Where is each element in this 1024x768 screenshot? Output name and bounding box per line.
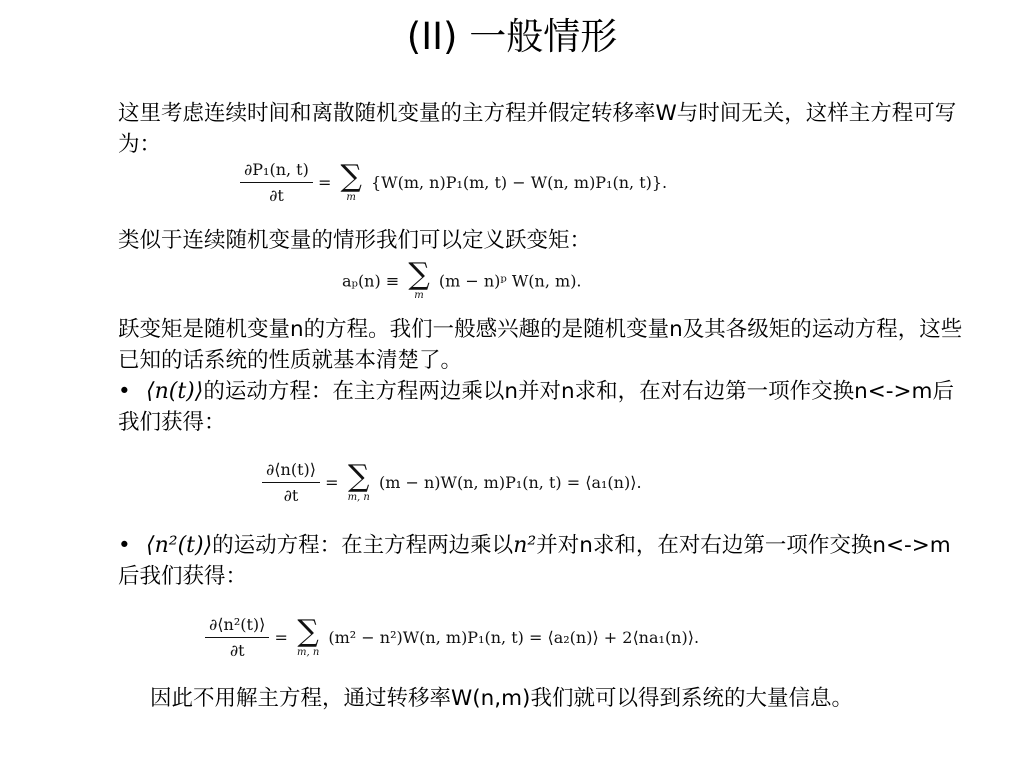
first-moment-equals: = <box>325 473 339 492</box>
jump-moment-lhs: aₚ(n) ≡ <box>342 271 400 291</box>
second-moment-equals: = <box>274 628 288 647</box>
first-moment-sum: ∑ m, n <box>347 458 370 503</box>
jump-moment-rhs: (m − n)ᵖ W(n, m). <box>438 271 582 291</box>
second-moment-sum-index: m, n <box>296 646 320 658</box>
bullet-marker: • <box>118 379 131 404</box>
second-moment-numerator: ∂⟨n²(t)⟩ <box>205 615 269 638</box>
jump-moment-sum: ∑ m <box>408 257 430 301</box>
master-rhs: {W(m, n)P₁(m, t) − W(n, m)P₁(n, t)}. <box>370 173 668 192</box>
jump-moment-equation <box>342 257 582 302</box>
second-moment-sum: ∑ m, n <box>296 613 320 658</box>
bullet-first-moment <box>118 376 968 438</box>
conclusion-paragraph: 因此不用解主方程，通过转移率W(n,m)我们就可以得到系统的大量信息。 <box>150 686 853 711</box>
jump-moment-sum-index: m <box>414 290 424 301</box>
master-equation <box>240 160 667 205</box>
slide-title: (II) 一般情形 <box>406 15 618 58</box>
bullet-first-text: 的运动方程：在主方程两边乘以n并对n求和，在对右边第一项作交换n<->m后我们获得： <box>118 379 954 435</box>
master-sum-index: m <box>346 191 356 203</box>
bullet-second-text-b: 并对n求和，在对右边第一项作交换n<->m后我们获得： <box>118 533 951 589</box>
master-sum: ∑ m <box>340 158 362 203</box>
jump-note-paragraph: 跃变矩是随机变量n的方程。我们一般感兴趣的是随机变量n及其各级矩的运动方程，这些已知的话系统的性质就基本清楚了。 <box>118 317 963 373</box>
n-squared-symbol: n² <box>513 533 537 558</box>
jump-intro-paragraph: 类似于连续随机变量的情形我们可以定义跃变矩： <box>118 228 592 253</box>
second-moment-symbol: ⟨n²(t)⟩ <box>146 533 213 558</box>
bullet-second-text-a: 的运动方程：在主方程两边乘以 <box>212 533 514 558</box>
first-moment-sum-index: m, n <box>347 491 370 503</box>
master-numerator: ∂P₁(n, t) <box>240 160 313 183</box>
bullet-second-moment <box>118 530 968 592</box>
intro-paragraph: 这里考虑连续时间和离散随机变量的主方程并假定转移率W与时间无关，这样主方程可写为： <box>118 101 957 157</box>
second-moment-fraction <box>205 615 269 660</box>
first-moment-fraction <box>262 460 320 505</box>
first-moment-numerator: ∂⟨n(t)⟩ <box>262 460 320 483</box>
master-equals: = <box>317 173 332 192</box>
second-moment-denominator: ∂t <box>229 641 245 660</box>
first-moment-rhs: (m − n)W(n, m)P₁(n, t) = ⟨a₁(n)⟩. <box>378 473 642 492</box>
second-moment-rhs: (m² − n²)W(n, m)P₁(n, t) = ⟨a₂(n)⟩ + 2⟨na₁(n)⟩. <box>328 628 700 647</box>
first-moment-equation <box>262 460 642 505</box>
master-fraction <box>240 160 313 205</box>
master-denominator: ∂t <box>269 186 284 205</box>
first-moment-denominator: ∂t <box>283 486 299 505</box>
second-moment-equation <box>205 615 699 660</box>
first-moment-symbol: ⟨n(t)⟩ <box>146 379 204 404</box>
bullet-marker: • <box>118 533 131 558</box>
